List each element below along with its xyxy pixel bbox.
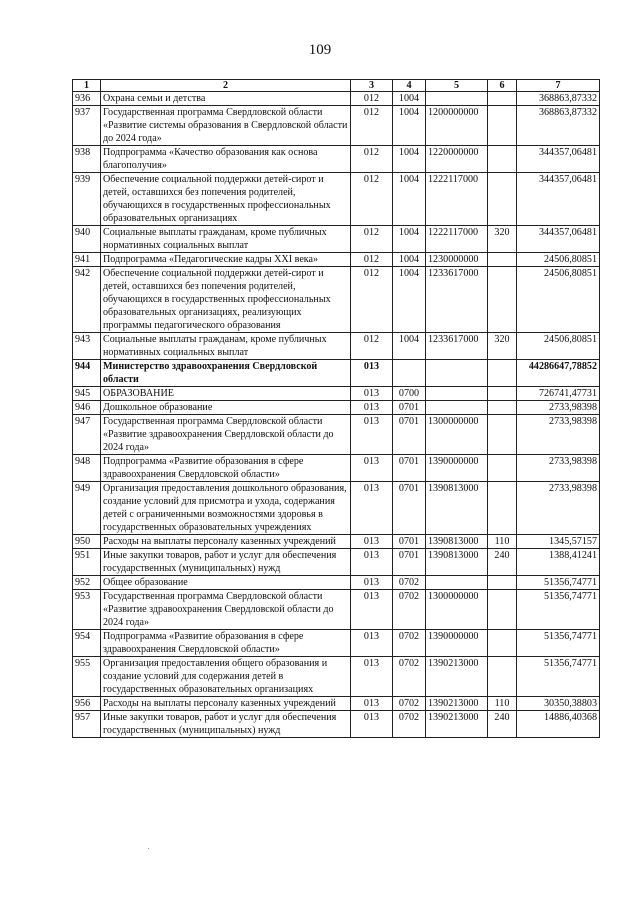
row-amount: 2733,98398	[517, 455, 600, 482]
row-amount: 368863,87332	[517, 106, 600, 146]
row-expense-type	[488, 590, 517, 630]
row-section-code: 0702	[393, 590, 426, 630]
row-grbs-code: 012	[351, 253, 393, 267]
row-amount: 2733,98398	[517, 482, 600, 535]
row-amount: 51356,74771	[517, 657, 600, 697]
row-number: 956	[73, 697, 101, 711]
row-name: Подпрограмма «Развитие образования в сфере здравоохранения Свердловской области»	[101, 455, 351, 482]
row-name: Охрана семьи и детства	[101, 92, 351, 106]
table-row	[73, 630, 600, 657]
row-name: Министерство здравоохранения Свердловской области	[101, 360, 351, 387]
table-row	[73, 226, 600, 253]
row-expense-type: 240	[488, 549, 517, 576]
row-number: 948	[73, 455, 101, 482]
row-grbs-code: 013	[351, 455, 393, 482]
row-amount: 30350,38803	[517, 697, 600, 711]
budget-table	[72, 79, 600, 738]
row-number: 946	[73, 401, 101, 415]
row-number: 949	[73, 482, 101, 535]
row-section-code	[393, 360, 426, 387]
row-target-code: 1220000000	[426, 146, 488, 173]
header-cell: 5	[426, 80, 488, 92]
row-number: 945	[73, 387, 101, 401]
row-target-code: 1230000000	[426, 253, 488, 267]
page-number: 109	[308, 42, 332, 58]
row-expense-type	[488, 267, 517, 333]
row-section-code: 0702	[393, 697, 426, 711]
header-cell: 1	[73, 80, 101, 92]
row-target-code: 1390813000	[426, 482, 488, 535]
header-cell: 6	[488, 80, 517, 92]
row-section-code: 0702	[393, 576, 426, 590]
table-row	[73, 657, 600, 697]
row-expense-type	[488, 387, 517, 401]
row-name: Государственная программа Свердловской области «Развитие здравоохранения Свердловской области до 2024 года»	[101, 415, 351, 455]
row-amount: 344357,06481	[517, 146, 600, 173]
table-row	[73, 387, 600, 401]
row-grbs-code: 012	[351, 173, 393, 226]
table-row	[73, 106, 600, 146]
row-amount: 344357,06481	[517, 226, 600, 253]
table-row	[73, 92, 600, 106]
table-row	[73, 535, 600, 549]
row-section-code: 1004	[393, 173, 426, 226]
row-grbs-code: 013	[351, 711, 393, 738]
row-grbs-code: 013	[351, 590, 393, 630]
row-target-code	[426, 92, 488, 106]
row-amount: 24506,80851	[517, 267, 600, 333]
row-target-code: 1233617000	[426, 267, 488, 333]
table-row	[73, 401, 600, 415]
row-section-code: 1004	[393, 333, 426, 360]
row-amount: 368863,87332	[517, 92, 600, 106]
scan-speck	[148, 848, 149, 849]
row-name: Организация предоставления общего образования и создание условий для содержания детей в государственных образовательных организациях	[101, 657, 351, 697]
row-section-code: 0701	[393, 549, 426, 576]
row-target-code: 1300000000	[426, 590, 488, 630]
row-expense-type	[488, 630, 517, 657]
row-target-code: 1390213000	[426, 657, 488, 697]
row-grbs-code: 012	[351, 333, 393, 360]
row-number: 947	[73, 415, 101, 455]
row-number: 950	[73, 535, 101, 549]
row-section-code: 0701	[393, 482, 426, 535]
table-row	[73, 333, 600, 360]
table-row	[73, 173, 600, 226]
table-row	[73, 576, 600, 590]
row-section-code: 1004	[393, 146, 426, 173]
row-section-code: 0700	[393, 387, 426, 401]
row-expense-type	[488, 253, 517, 267]
row-grbs-code: 013	[351, 576, 393, 590]
row-number: 953	[73, 590, 101, 630]
row-number: 941	[73, 253, 101, 267]
header-cell: 2	[101, 80, 351, 92]
row-expense-type	[488, 173, 517, 226]
row-name: Социальные выплаты гражданам, кроме публичных нормативных социальных выплат	[101, 226, 351, 253]
row-amount: 726741,47731	[517, 387, 600, 401]
row-expense-type	[488, 146, 517, 173]
row-number: 936	[73, 92, 101, 106]
row-amount: 24506,80851	[517, 253, 600, 267]
row-amount: 24506,80851	[517, 333, 600, 360]
row-section-code: 0702	[393, 657, 426, 697]
row-section-code: 1004	[393, 106, 426, 146]
row-grbs-code: 013	[351, 535, 393, 549]
row-grbs-code: 013	[351, 549, 393, 576]
row-target-code: 1300000000	[426, 415, 488, 455]
row-amount: 44286647,78852	[517, 360, 600, 387]
row-name: Обеспечение социальной поддержки детей-сирот и детей, оставшихся без попечения родителей, обучающихся в государственных профессиональных образовательных организациях, реализующих программы педагогического образования	[101, 267, 351, 333]
row-name: Государственная программа Свердловской области «Развитие системы образования в Свердловской области до 2024 года»	[101, 106, 351, 146]
table-row	[73, 711, 600, 738]
row-number: 938	[73, 146, 101, 173]
row-grbs-code: 013	[351, 360, 393, 387]
row-expense-type: 240	[488, 711, 517, 738]
row-name: Социальные выплаты гражданам, кроме публичных нормативных социальных выплат	[101, 333, 351, 360]
row-target-code	[426, 401, 488, 415]
row-name: Подпрограмма «Развитие образования в сфере здравоохранения Свердловской области»	[101, 630, 351, 657]
row-expense-type	[488, 455, 517, 482]
row-expense-type	[488, 415, 517, 455]
row-grbs-code: 013	[351, 657, 393, 697]
row-grbs-code: 012	[351, 226, 393, 253]
table-row	[73, 267, 600, 333]
row-number: 954	[73, 630, 101, 657]
row-section-code: 1004	[393, 226, 426, 253]
row-target-code	[426, 576, 488, 590]
row-name: Общее образование	[101, 576, 351, 590]
row-number: 940	[73, 226, 101, 253]
row-section-code: 0701	[393, 415, 426, 455]
row-target-code: 1200000000	[426, 106, 488, 146]
row-name: Подпрограмма «Качество образования как основа благополучия»	[101, 146, 351, 173]
row-name: Иные закупки товаров, работ и услуг для обеспечения государственных (муниципальных) нужд	[101, 549, 351, 576]
row-amount: 2733,98398	[517, 415, 600, 455]
row-expense-type: 110	[488, 535, 517, 549]
row-section-code: 0701	[393, 455, 426, 482]
row-expense-type	[488, 657, 517, 697]
table-row	[73, 590, 600, 630]
row-target-code: 1390813000	[426, 549, 488, 576]
row-section-code: 0701	[393, 535, 426, 549]
row-number: 942	[73, 267, 101, 333]
row-target-code	[426, 387, 488, 401]
row-target-code: 1222117000	[426, 226, 488, 253]
row-grbs-code: 013	[351, 415, 393, 455]
row-target-code: 1222117000	[426, 173, 488, 226]
table-row	[73, 360, 600, 387]
row-grbs-code: 012	[351, 267, 393, 333]
row-name: Организация предоставления дошкольного образования, создание условий для присмотра и ухода, содержания детей с ограниченными возможностями здоровья в государственных образовательных учреждениях	[101, 482, 351, 535]
row-name: Обеспечение социальной поддержки детей-сирот и детей, оставшихся без попечения родителей, обучающихся в государственных профессиональных образовательных организациях	[101, 173, 351, 226]
row-expense-type: 320	[488, 333, 517, 360]
row-name: Подпрограмма «Педагогические кадры XXI века»	[101, 253, 351, 267]
row-amount: 51356,74771	[517, 576, 600, 590]
row-expense-type	[488, 576, 517, 590]
row-section-code: 0701	[393, 401, 426, 415]
row-name: Государственная программа Свердловской области «Развитие здравоохранения Свердловской области до 2024 года»	[101, 590, 351, 630]
row-target-code	[426, 360, 488, 387]
row-target-code: 1390213000	[426, 711, 488, 738]
row-expense-type	[488, 92, 517, 106]
row-amount: 14886,40368	[517, 711, 600, 738]
header-row	[73, 80, 600, 92]
row-grbs-code: 013	[351, 387, 393, 401]
row-name: Дошкольное образование	[101, 401, 351, 415]
row-target-code: 1390813000	[426, 535, 488, 549]
row-grbs-code: 012	[351, 146, 393, 173]
row-expense-type	[488, 360, 517, 387]
header-cell: 4	[393, 80, 426, 92]
row-number: 937	[73, 106, 101, 146]
row-target-code: 1390213000	[426, 697, 488, 711]
row-amount: 1388,41241	[517, 549, 600, 576]
table-row	[73, 415, 600, 455]
row-amount: 344357,06481	[517, 173, 600, 226]
row-grbs-code: 013	[351, 697, 393, 711]
row-grbs-code: 013	[351, 482, 393, 535]
row-amount: 51356,74771	[517, 630, 600, 657]
row-expense-type: 110	[488, 697, 517, 711]
row-target-code: 1233617000	[426, 333, 488, 360]
table-row	[73, 549, 600, 576]
row-number: 944	[73, 360, 101, 387]
table-row	[73, 253, 600, 267]
row-section-code: 0702	[393, 711, 426, 738]
header-cell: 7	[517, 80, 600, 92]
row-number: 951	[73, 549, 101, 576]
row-expense-type	[488, 106, 517, 146]
row-section-code: 1004	[393, 267, 426, 333]
row-amount: 51356,74771	[517, 590, 600, 630]
row-grbs-code: 012	[351, 92, 393, 106]
row-expense-type: 320	[488, 226, 517, 253]
row-expense-type	[488, 482, 517, 535]
row-section-code: 0702	[393, 630, 426, 657]
table-row	[73, 482, 600, 535]
row-name: Расходы на выплаты персоналу казенных учреждений	[101, 535, 351, 549]
table-row	[73, 146, 600, 173]
row-number: 955	[73, 657, 101, 697]
row-number: 957	[73, 711, 101, 738]
row-number: 952	[73, 576, 101, 590]
row-grbs-code: 013	[351, 630, 393, 657]
table-row	[73, 697, 600, 711]
row-expense-type	[488, 401, 517, 415]
row-name: Расходы на выплаты персоналу казенных учреждений	[101, 697, 351, 711]
row-grbs-code: 013	[351, 401, 393, 415]
row-section-code: 1004	[393, 92, 426, 106]
table-row	[73, 455, 600, 482]
row-number: 939	[73, 173, 101, 226]
row-number: 943	[73, 333, 101, 360]
row-target-code: 1390000000	[426, 630, 488, 657]
row-name: ОБРАЗОВАНИЕ	[101, 387, 351, 401]
row-amount: 2733,98398	[517, 401, 600, 415]
row-section-code: 1004	[393, 253, 426, 267]
row-name: Иные закупки товаров, работ и услуг для обеспечения государственных (муниципальных) нужд	[101, 711, 351, 738]
header-cell: 3	[351, 80, 393, 92]
row-grbs-code: 012	[351, 106, 393, 146]
row-target-code: 1390000000	[426, 455, 488, 482]
row-amount: 1345,57157	[517, 535, 600, 549]
